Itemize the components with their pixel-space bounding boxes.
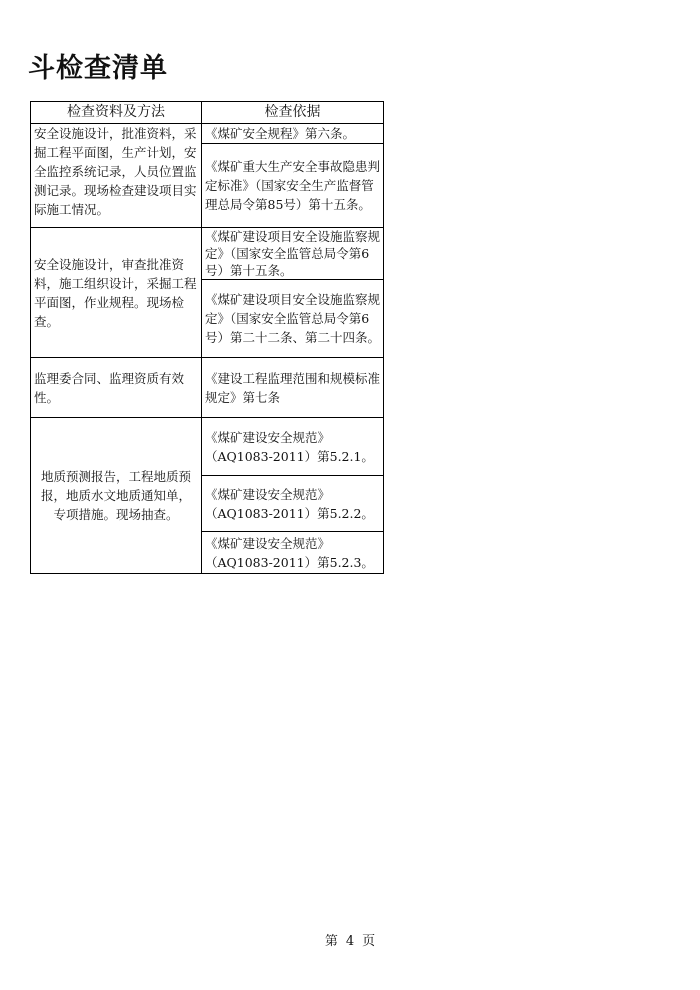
basis-cell: 《煤矿重大生产安全事故隐患判定标准》（国家安全生产监督管理总局令第85号）第十五条。	[202, 144, 384, 228]
methods-cell: 安全设施设计，批准资料，采掘工程平面图，生产计划，安全监控系统记录，人员位置监测记录。现场检查建设项目实际施工情况。	[31, 124, 202, 228]
table-row	[31, 228, 384, 280]
basis-cell: 《建设工程监理范围和规模标准规定》第七条	[202, 358, 384, 418]
header-basis: 检查依据	[202, 102, 384, 124]
table-row	[31, 418, 384, 476]
basis-cell: 《煤矿安全规程》第六条。	[202, 124, 384, 144]
page-number	[0, 930, 700, 949]
basis-cell: 《煤矿建设项目安全设施监察规定》（国家安全监管总局令第6号）第十五条。	[202, 228, 384, 280]
checklist-table	[30, 101, 384, 574]
page-title: 斗检查清单	[28, 53, 168, 84]
methods-cell: 监理委合同、监理资质有效性。	[31, 358, 202, 418]
table-header-row	[31, 102, 384, 124]
page-number-prefix: 第	[324, 934, 338, 949]
page-number-value: 4	[345, 934, 355, 949]
methods-cell: 地质预测报告，工程地质预报，地质水文地质通知单，专项措施。现场抽查。	[31, 418, 202, 574]
basis-cell: 《煤矿建设安全规范》（AQ1083-2011）第5.2.2。	[202, 476, 384, 532]
methods-cell: 安全设施设计，审查批准资料，施工组织设计，采掘工程平面图，作业规程。现场检查。	[31, 228, 202, 358]
basis-cell: 《煤矿建设项目安全设施监察规定》（国家安全监管总局令第6号）第二十二条、第二十四条。	[202, 280, 384, 358]
table-row	[31, 358, 384, 418]
table-row	[31, 124, 384, 144]
header-methods: 检查资料及方法	[31, 102, 202, 124]
basis-cell: 《煤矿建设安全规范》（AQ1083-2011）第5.2.3。	[202, 532, 384, 574]
page-number-suffix: 页	[362, 934, 376, 949]
basis-cell: 《煤矿建设安全规范》（AQ1083-2011）第5.2.1。	[202, 418, 384, 476]
